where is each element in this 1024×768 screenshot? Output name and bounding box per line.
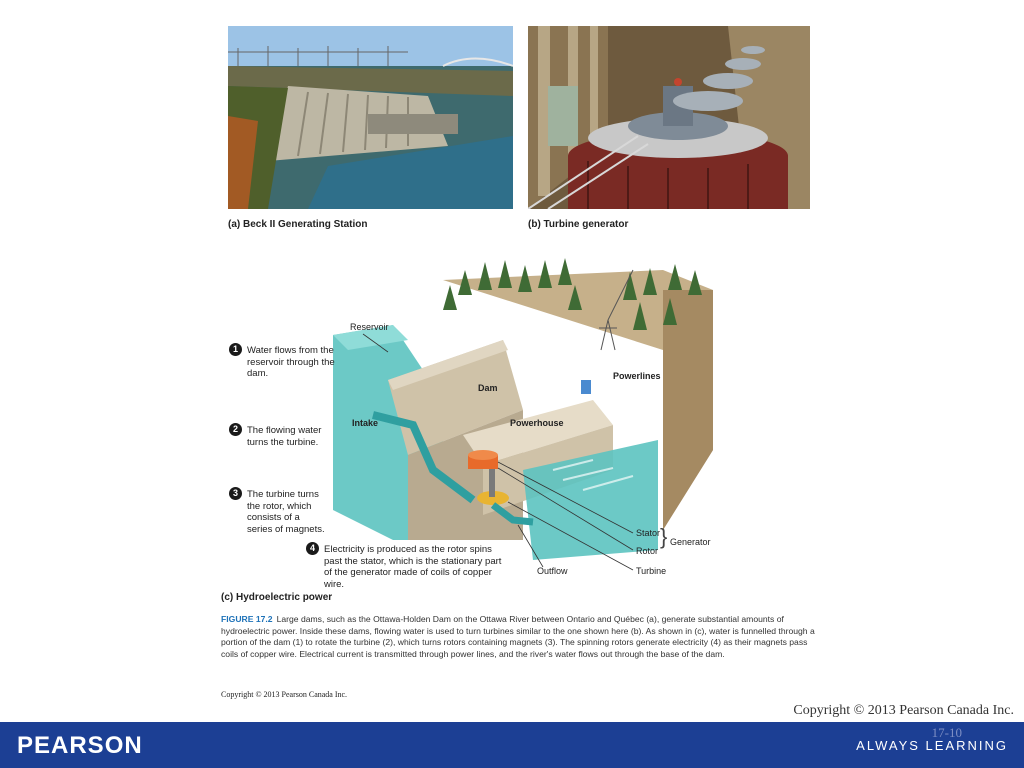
inner-copyright: Copyright © 2013 Pearson Canada Inc. — [221, 690, 348, 699]
figure-label: FIGURE 17.2 — [221, 614, 273, 624]
label-reservoir: Reservoir — [350, 322, 389, 332]
footer-tagline: ALWAYS LEARNING — [856, 738, 1008, 753]
label-rotor: Rotor — [636, 546, 659, 556]
label-turbine: Turbine — [636, 566, 667, 576]
photo-b-caption: (b) Turbine generator — [528, 219, 629, 230]
label-powerlines: Powerlines — [613, 371, 661, 381]
step-4-text: Electricity is produced as the rotor spins past the stator, which is the stationary part of the generator made of coils of copper wire. — [324, 544, 502, 590]
figure-caption — [221, 614, 821, 660]
step-1-text: Water flows from the reservoir through the dam. — [247, 345, 335, 379]
label-intake: Intake — [352, 418, 379, 428]
slide-copyright: Copyright © 2013 Pearson Canada Inc. — [793, 703, 1014, 718]
step-2-text: The flowing water turns the turbine. — [247, 425, 322, 448]
label-outflow: Outflow — [537, 566, 568, 576]
pearson-logo: PEARSON — [17, 732, 143, 759]
figure-text: Large dams, such as the Ottawa-Holden Dam on the Ottawa River between Ontario and Québec (a), generate substantial amounts of hydroelectric power. Inside these dams, flowing water is used to turn turbines similar to the one shown here (b). As shown in (c), water is funnelled through a portion of the dam (1) to rotate the turbine (2), which turns rotors containing magnets (3). The spinning rotors generate electricity (4) as their magnets pass coils of copper wire. Electrical current is transmitted through power lines, and the river's water flows out through the base of the dam. — [221, 614, 815, 659]
turbine-generator-photo — [528, 26, 810, 209]
page-number: 17-10 — [931, 725, 962, 740]
beck-station-photo — [228, 26, 513, 209]
footer-bar — [0, 722, 1024, 768]
generator-brace: } — [660, 524, 668, 549]
step-2-badge: 2 — [229, 423, 242, 436]
step-1-badge: 1 — [229, 343, 242, 356]
step-3-badge: 3 — [229, 487, 242, 500]
step-4-badge: 4 — [306, 542, 319, 555]
label-stator: Stator — [636, 528, 661, 538]
label-generator: Generator — [670, 537, 711, 547]
step-3-text: The turbine turns the rotor, which consists of a series of magnets. — [247, 489, 325, 535]
photo-a-caption: (a) Beck II Generating Station — [228, 219, 368, 230]
diagram-caption: (c) Hydroelectric power — [221, 592, 333, 603]
label-powerhouse: Powerhouse — [510, 418, 564, 428]
label-dam: Dam — [478, 383, 498, 393]
